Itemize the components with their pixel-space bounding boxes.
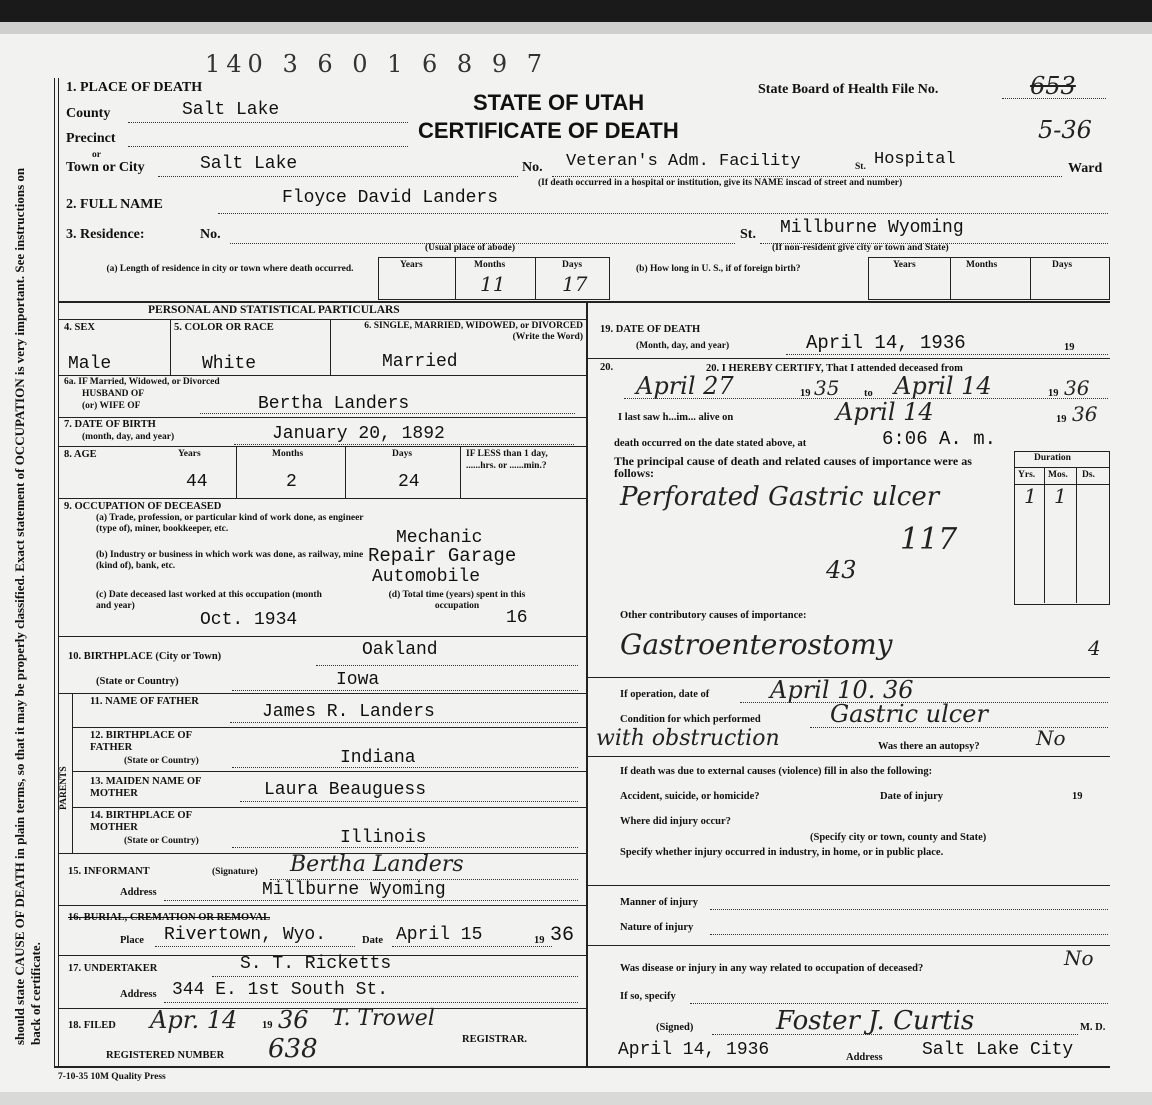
birthplace-label: 10. BIRTHPLACE (City or Town): [68, 651, 222, 662]
injury-date-label: Date of injury: [880, 791, 943, 802]
fb-days-head: Days: [1052, 260, 1073, 270]
to-19: 19: [1048, 388, 1059, 399]
cause-mark: 43: [826, 556, 857, 584]
precinct-label: Precinct: [66, 131, 116, 146]
informant-address-label: Address: [120, 887, 157, 898]
to-year: 36: [1064, 376, 1090, 400]
hospital-value: Hospital: [874, 150, 956, 169]
hospital-note: (If death occurred in a hospital or institution, give its NAME inscad of street and number): [538, 178, 903, 188]
injury-19: 19: [1072, 791, 1083, 802]
occ-c-label: (c) Date deceased last worked at this occupation (month and year): [96, 590, 322, 611]
burial-year: 36: [550, 924, 575, 947]
marital-label: 6. SINGLE, MARRIED, WIDOWED, or DIVORCED (Write the Word): [364, 321, 583, 342]
informant-label: 15. INFORMANT: [68, 866, 150, 877]
age-years-value: 44: [186, 472, 208, 492]
autopsy-value: No: [1036, 726, 1066, 750]
age-label: 8. AGE: [64, 449, 97, 460]
to-label: to: [864, 388, 873, 399]
cause-yrs: 1: [1024, 484, 1037, 508]
state-title: STATE OF UTAH: [473, 90, 645, 115]
if-so-label: If so, specify: [620, 991, 676, 1002]
from-19: 19: [800, 388, 811, 399]
condition-1: Gastric ulcer: [830, 700, 988, 728]
nonresident-note: (If non-resident give city or town and State): [772, 243, 949, 253]
filed-19: 19: [262, 1020, 273, 1031]
nature-label: Nature of injury: [620, 922, 694, 933]
where-label: Where did injury occur?: [620, 816, 731, 827]
other-cause: Gastroenterostomy: [620, 628, 893, 661]
death-at-value: 6:06 A. m.: [882, 428, 997, 450]
autopsy-label: Was there an autopsy?: [878, 741, 980, 752]
dod-value: April 14, 1936: [806, 332, 966, 354]
occ-a-label: (a) Trade, profession, or particular kind of work done, as engineer (type of), miner, bookkeeper, etc.: [96, 513, 364, 534]
specify-label: Specify whether injury occurred in industry, in home, or in public place.: [620, 847, 944, 858]
dod-label: 19. DATE OF DEATH: [600, 324, 701, 335]
external-causes-label: If death was due to external causes (violence) fill in also the following:: [620, 766, 933, 777]
bottom-scan-band: [0, 1092, 1152, 1105]
personal-heading: PERSONAL AND STATISTICAL PARTICULARS: [148, 304, 400, 316]
birthplace-value: Oakland: [362, 640, 438, 660]
occ-c-value: Oct. 1934: [200, 610, 298, 630]
last-saw-label: I last saw h...im... alive on: [618, 412, 734, 423]
age-years-head: Years: [178, 449, 201, 459]
mother-birthplace-label: 14. BIRTHPLACE OF MOTHER: [90, 810, 192, 833]
mother-state-label: (State or Country): [124, 836, 199, 846]
dob-label: 7. DATE OF BIRTH: [64, 419, 156, 430]
spouse-label-3: (or) WIFE OF: [82, 401, 141, 411]
attended-from: April 27: [636, 372, 734, 400]
dod-sub: (Month, day, and year): [636, 341, 730, 351]
mother-birthplace-value: Illinois: [340, 828, 427, 848]
occ-b-label: (b) Industry or business in which work was done, as railway, mine (kind of), bank, etc.: [96, 550, 364, 571]
father-value: James R. Landers: [262, 702, 435, 722]
st-label: St.: [855, 162, 866, 172]
filed-label: 18. FILED: [68, 1020, 116, 1031]
reg-number-label: REGISTERED NUMBER: [106, 1050, 225, 1061]
burial-date-label: Date: [362, 935, 383, 946]
res-days-value: 17: [562, 272, 588, 296]
birthplace-state-value: Iowa: [336, 670, 380, 690]
operation-date: April 10. 36: [770, 676, 914, 704]
res-months-head: Months: [474, 260, 506, 270]
certify-label: 20.: [600, 362, 614, 373]
md-label: M. D.: [1080, 1022, 1106, 1033]
res-days-head: Days: [562, 260, 583, 270]
burial-date: April 15: [396, 925, 483, 945]
duration-yrs-head: Yrs.: [1018, 470, 1036, 480]
town-value: Salt Lake: [200, 154, 298, 174]
physician-address-label: Address: [846, 1052, 883, 1063]
residence-st-label: St.: [740, 227, 756, 242]
signed-label: (Signed): [656, 1022, 694, 1033]
spouse-value: Bertha Landers: [258, 394, 410, 414]
death-at-label: death occurred on the date stated above, at: [614, 438, 807, 449]
condition-label: Condition for which performed: [620, 714, 761, 725]
principal-cause: Perforated Gastric ulcer: [620, 482, 940, 512]
less-than-label: IF LESS than 1 day, ......hrs. or ......min.?: [466, 449, 548, 471]
residence-value: Millburne Wyoming: [780, 218, 964, 238]
color-label: 5. COLOR OR RACE: [174, 322, 274, 333]
occupation-label: 9. OCCUPATION OF DECEASED: [64, 501, 222, 512]
full-name-label: 2. FULL NAME: [66, 197, 163, 212]
age-months-value: 2: [286, 472, 297, 492]
other-cause-ds: 4: [1088, 636, 1101, 660]
father-birthplace-label: 12. BIRTHPLACE OF FATHER: [90, 730, 192, 753]
occ-d-value: 16: [506, 608, 528, 628]
no-label: No.: [522, 160, 543, 175]
age-months-head: Months: [272, 449, 304, 459]
age-days-value: 24: [398, 472, 420, 492]
father-label: 11. NAME OF FATHER: [90, 696, 199, 707]
marital-value: Married: [382, 352, 458, 372]
cause-code: 117: [900, 522, 958, 557]
occ-a-value: Mechanic: [396, 528, 483, 548]
length-of-residence-label: (a) Length of residence in city or town where death occurred.: [106, 264, 354, 274]
operation-label: If operation, date of: [620, 689, 710, 700]
cause-mos: 1: [1054, 484, 1067, 508]
certify-text: 20. I HEREBY CERTIFY, That I attended deceased from: [706, 363, 963, 374]
mother-value: Laura Beauguess: [264, 780, 427, 800]
serial-number: 140 3 6 0 1 6 8 9 7: [205, 50, 548, 78]
footer-code: 7-10-35 10M Quality Press: [58, 1072, 166, 1082]
color-value: White: [202, 354, 257, 374]
residence-no-label: No.: [200, 227, 221, 242]
age-days-head: Days: [392, 449, 413, 459]
attended-to: April 14: [894, 372, 992, 400]
usual-abode-note: (Usual place of abode): [425, 243, 515, 253]
last-year: 36: [1072, 402, 1098, 426]
signature-label: (Signature): [212, 867, 258, 877]
foreign-birth-label: (b) How long in U. S., if of foreign birth?: [636, 264, 801, 274]
fb-years-head: Years: [893, 260, 916, 270]
filed-year: 36: [278, 1006, 309, 1034]
parents-label: PARENTS: [59, 766, 69, 810]
board-label: State Board of Health File No.: [758, 82, 939, 97]
condition-2: with obstruction: [596, 726, 780, 751]
occ-d-label: (d) Total time (years) spent in this occupation: [388, 590, 526, 611]
reg-number-value: 638: [268, 1034, 318, 1064]
specify-city-note: (Specify city or town, county and State): [810, 832, 987, 843]
dob-value: January 20, 1892: [272, 424, 445, 444]
burial-place-label: Place: [120, 935, 144, 946]
undertaker-label: 17. UNDERTAKER: [68, 963, 158, 974]
duration-mos-head: Mos.: [1048, 470, 1068, 480]
physician-address: Salt Lake City: [922, 1040, 1074, 1060]
duration-label: Duration: [1034, 453, 1071, 463]
occ-b-value-2: Automobile: [372, 567, 481, 587]
ward-label: Ward: [1068, 161, 1103, 176]
registrar-label: REGISTRAR.: [462, 1034, 528, 1045]
dob-sub: (month, day, and year): [82, 432, 175, 442]
physician-signature: Foster J. Curtis: [776, 1006, 975, 1036]
undertaker-value: S. T. Ricketts: [240, 954, 392, 974]
left-margin-note: should state CAUSE OF DEATH in plain terms, so that it may be properly classified. Exact statement of OCCUPATION is very important. See instructions on back of certificate.: [12, 167, 43, 1045]
principal-cause-label: The principal cause of death and related causes of importance were as follows:: [614, 454, 972, 480]
father-state-label: (State or Country): [124, 756, 199, 766]
manner-label: Manner of injury: [620, 897, 698, 908]
occ-b-value-1: Repair Garage: [368, 545, 517, 567]
residence-label: 3. Residence:: [66, 227, 145, 242]
informant-signature: Bertha Landers: [290, 852, 464, 877]
occ-related-label: Was disease or injury in any way related to occupation of deceased?: [620, 963, 924, 974]
filed-date: Apr. 14: [150, 1006, 238, 1034]
undertaker-address-label: Address: [120, 989, 157, 1000]
dod-19: 19: [1064, 342, 1075, 353]
informant-address: Millburne Wyoming: [262, 880, 446, 900]
facility-value: Veteran's Adm. Facility: [566, 152, 801, 171]
fb-months-head: Months: [966, 260, 998, 270]
file-number: 653: [1030, 72, 1076, 100]
undertaker-address: 344 E. 1st South St.: [172, 980, 389, 1000]
last-19: 19: [1056, 414, 1067, 425]
county-label: County: [66, 106, 111, 121]
file-number-sub: 5-36: [1038, 116, 1092, 144]
burial-label: 16. BURIAL, CREMATION OR REMOVAL: [68, 912, 271, 923]
place-of-death-label: 1. PLACE OF DEATH: [66, 80, 203, 95]
accident-label: Accident, suicide, or homicide?: [620, 791, 760, 802]
last-saw-date: April 14: [836, 398, 934, 426]
res-years-head: Years: [400, 260, 423, 270]
top-scan-border: [0, 0, 1152, 22]
sex-label: 4. SEX: [64, 322, 95, 333]
other-causes-label: Other contributory causes of importance:: [620, 610, 807, 621]
sign-date: April 14, 1936: [618, 1040, 770, 1060]
mother-label: 13. MAIDEN NAME OF MOTHER: [90, 776, 202, 799]
burial-place: Rivertown, Wyo.: [164, 925, 327, 945]
birthplace-state-label: (State or Country): [96, 676, 179, 687]
spouse-label-2: HUSBAND OF: [82, 389, 145, 399]
sex-value: Male: [68, 354, 112, 374]
registrar-signature: T. Trowel: [332, 1006, 435, 1031]
from-year: 35: [814, 376, 840, 400]
top-scan-band: [0, 22, 1152, 34]
cert-title: CERTIFICATE OF DEATH: [418, 118, 679, 143]
res-months-value: 11: [480, 272, 506, 296]
or-label: or: [92, 150, 101, 160]
occ-related-value: No: [1064, 946, 1094, 970]
father-birthplace-value: Indiana: [340, 748, 416, 768]
spouse-label-1: 6a. IF Married, Widowed, or Divorced: [64, 377, 220, 387]
full-name-value: Floyce David Landers: [282, 188, 499, 208]
duration-ds-head: Ds.: [1082, 470, 1095, 480]
burial-19: 19: [534, 935, 545, 946]
county-value: Salt Lake: [182, 100, 280, 120]
town-label: Town or City: [66, 160, 145, 175]
